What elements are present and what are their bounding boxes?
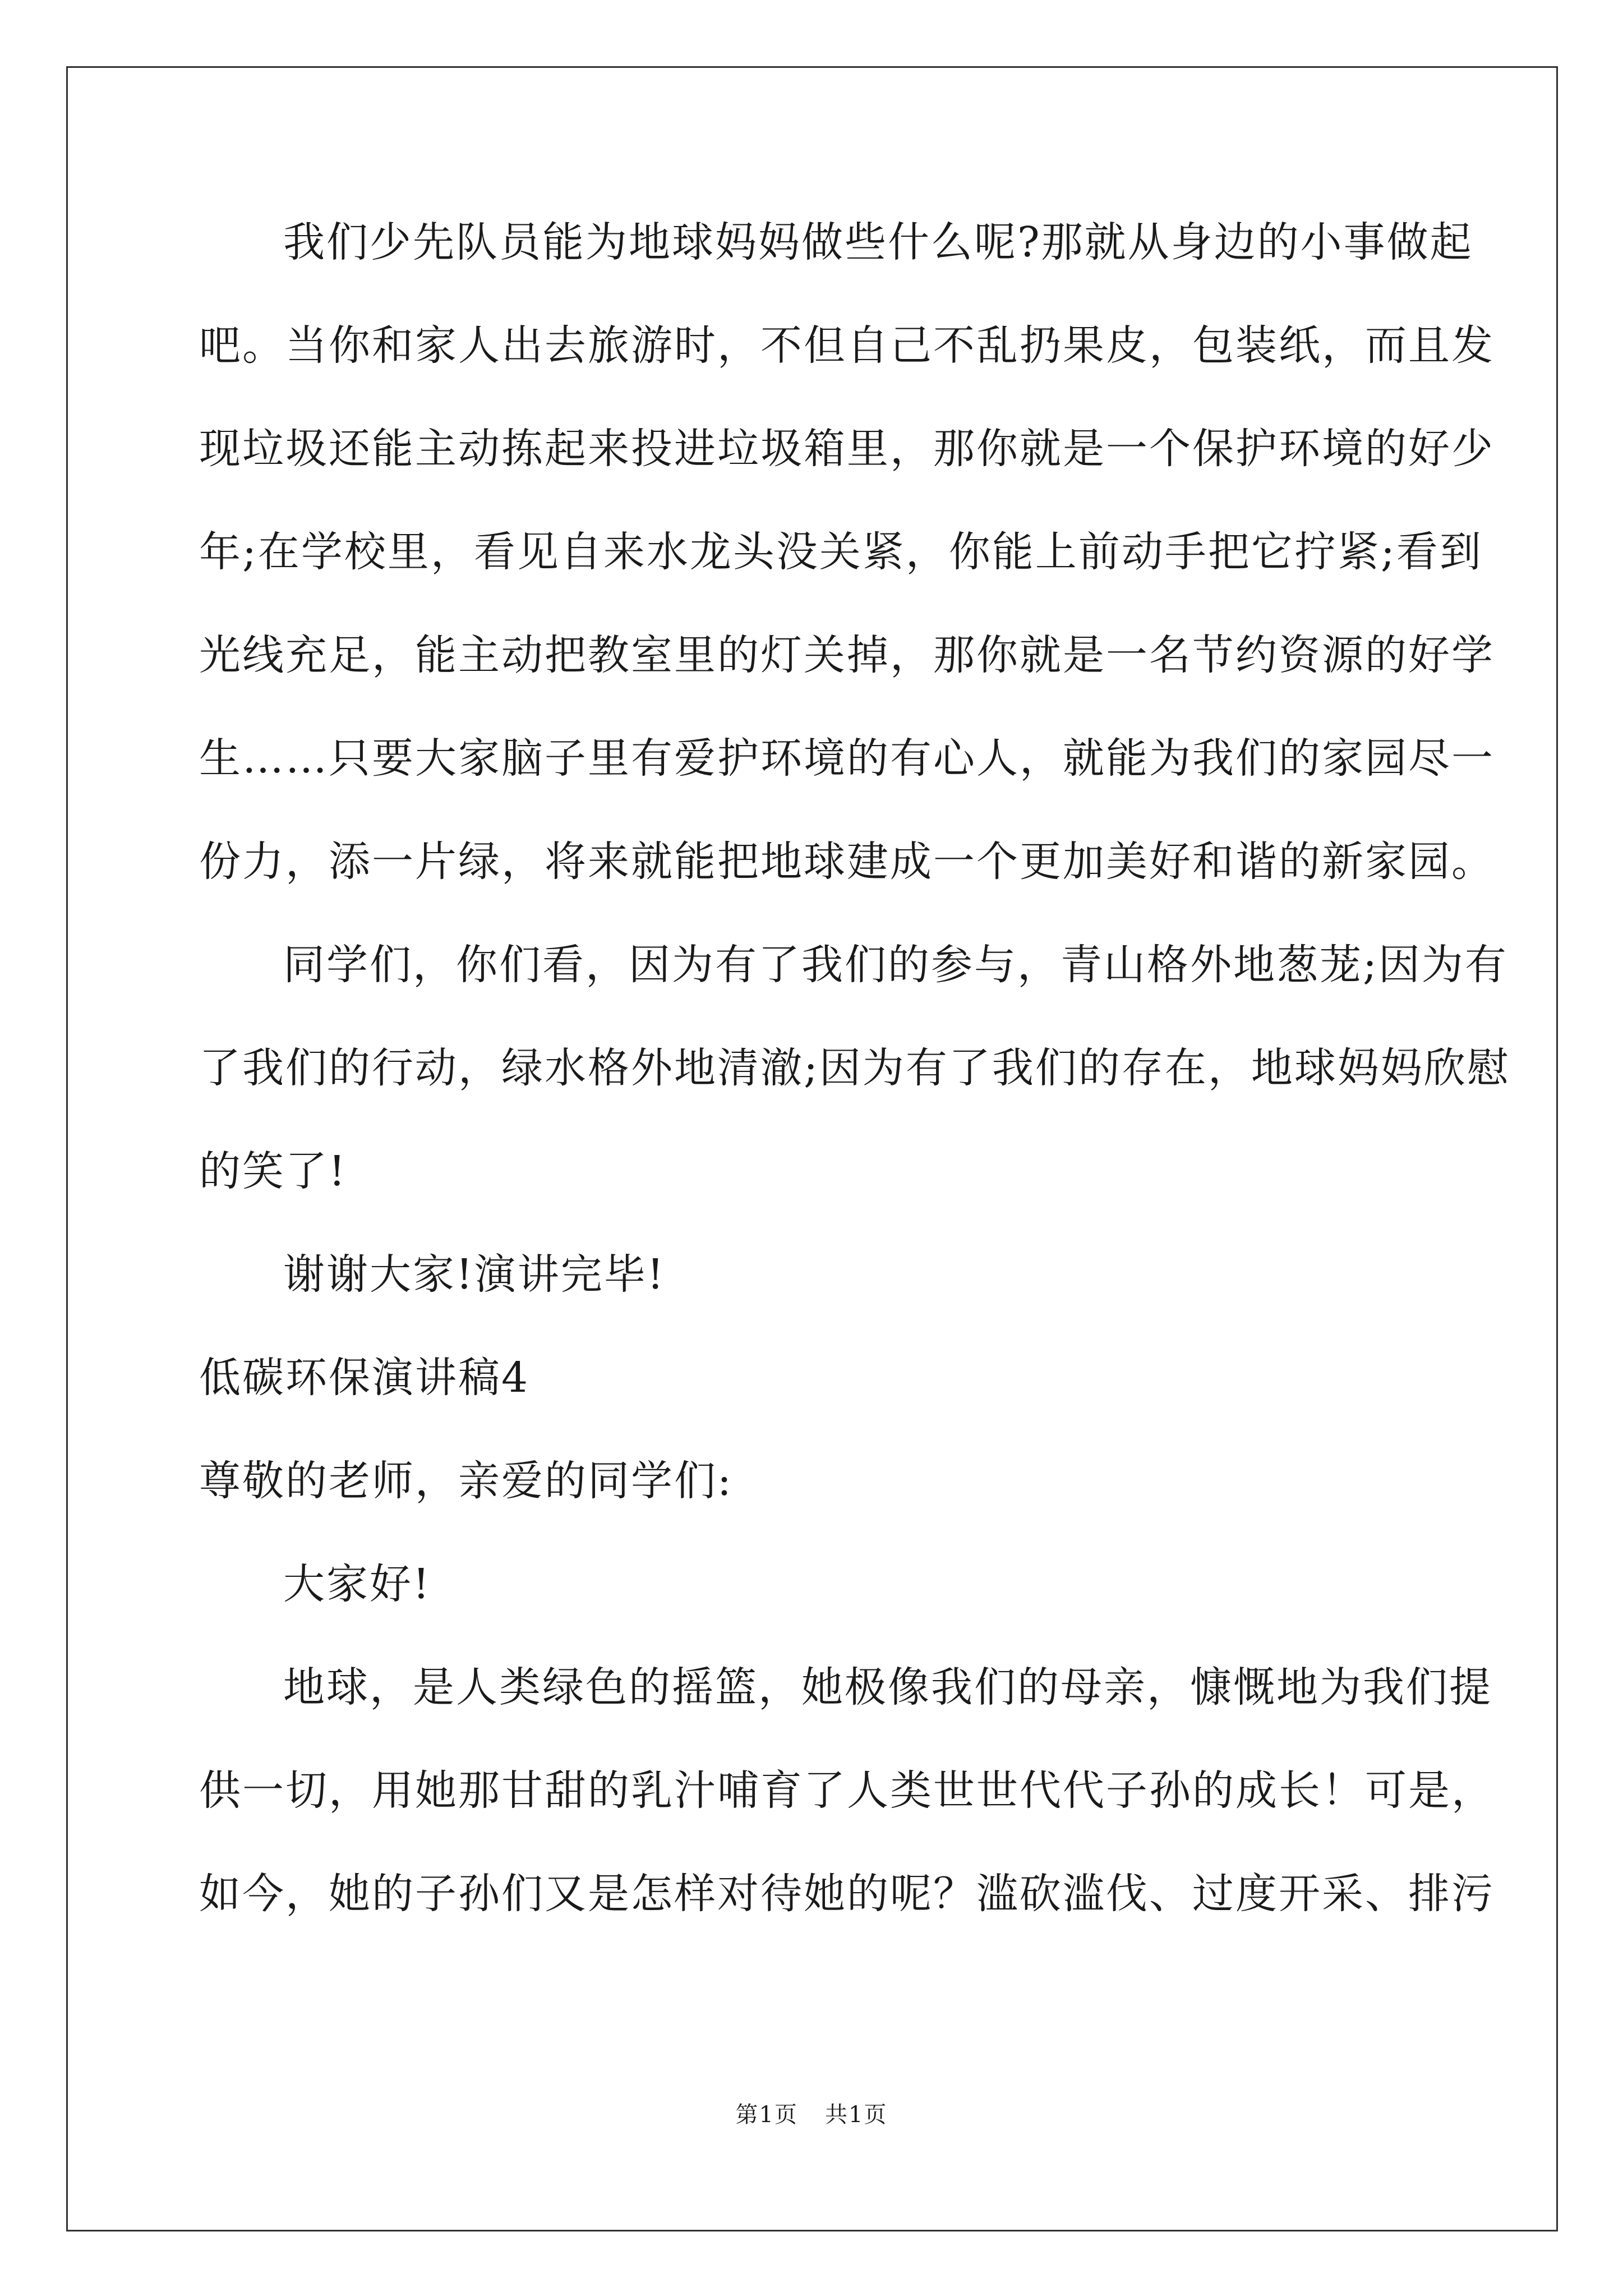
- salutation: 尊敬的老师，亲爱的同学们:: [199, 1457, 733, 1505]
- text-line: 了我们的行动，绿水格外地清澈;因为有了我们的存在，地球妈妈欣慰: [199, 1044, 1510, 1092]
- section-heading: 低碳环保演讲稿4: [199, 1354, 530, 1402]
- text-line: 生……只要大家脑子里有爱护环境的有心人，就能为我们的家园尽一: [199, 734, 1495, 783]
- text-line: 同学们，你们看，因为有了我们的参与，青山格外地葱茏;因为有: [283, 941, 1508, 989]
- page-footer: [0, 2098, 1623, 2132]
- text-line: 地球，是人类绿色的摇篮，她极像我们的母亲，慷慨地为我们提: [283, 1663, 1492, 1711]
- text-line: 份力，添一片绿，将来就能把地球建成一个更加美好和谐的新家园。: [199, 838, 1495, 886]
- document-body: [199, 191, 1510, 1945]
- text-line: 如今，她的子孙们又是怎样对待她的呢？滥砍滥伐、过度开采、排污: [199, 1870, 1495, 1918]
- greeting: 大家好!: [283, 1560, 431, 1608]
- text-line: 的笑了!: [199, 1147, 347, 1195]
- text-line: 吧。当你和家人出去旅游时，不但自己不乱扔果皮，包装纸，而且发: [199, 321, 1495, 370]
- text-line: 年;在学校里，看见自来水龙头没关紧，你能上前动手把它拧紧;看到: [199, 528, 1483, 576]
- text-line: 我们少先队员能为地球妈妈做些什么呢?那就从身边的小事做起: [283, 218, 1473, 266]
- text-line: 光线充足，能主动把教室里的灯关掉，那你就是一名节约资源的好学: [199, 631, 1495, 679]
- page-count: 共1页: [825, 2102, 888, 2128]
- page-number: 第1页: [735, 2102, 798, 2128]
- text-line: 现垃圾还能主动拣起来投进垃圾箱里，那你就是一个保护环境的好少: [199, 425, 1495, 473]
- text-line: 供一切，用她那甘甜的乳汁哺育了人类世世代代子孙的成长！可是，: [199, 1766, 1495, 1815]
- text-line: 谢谢大家!演讲完毕!: [283, 1250, 666, 1299]
